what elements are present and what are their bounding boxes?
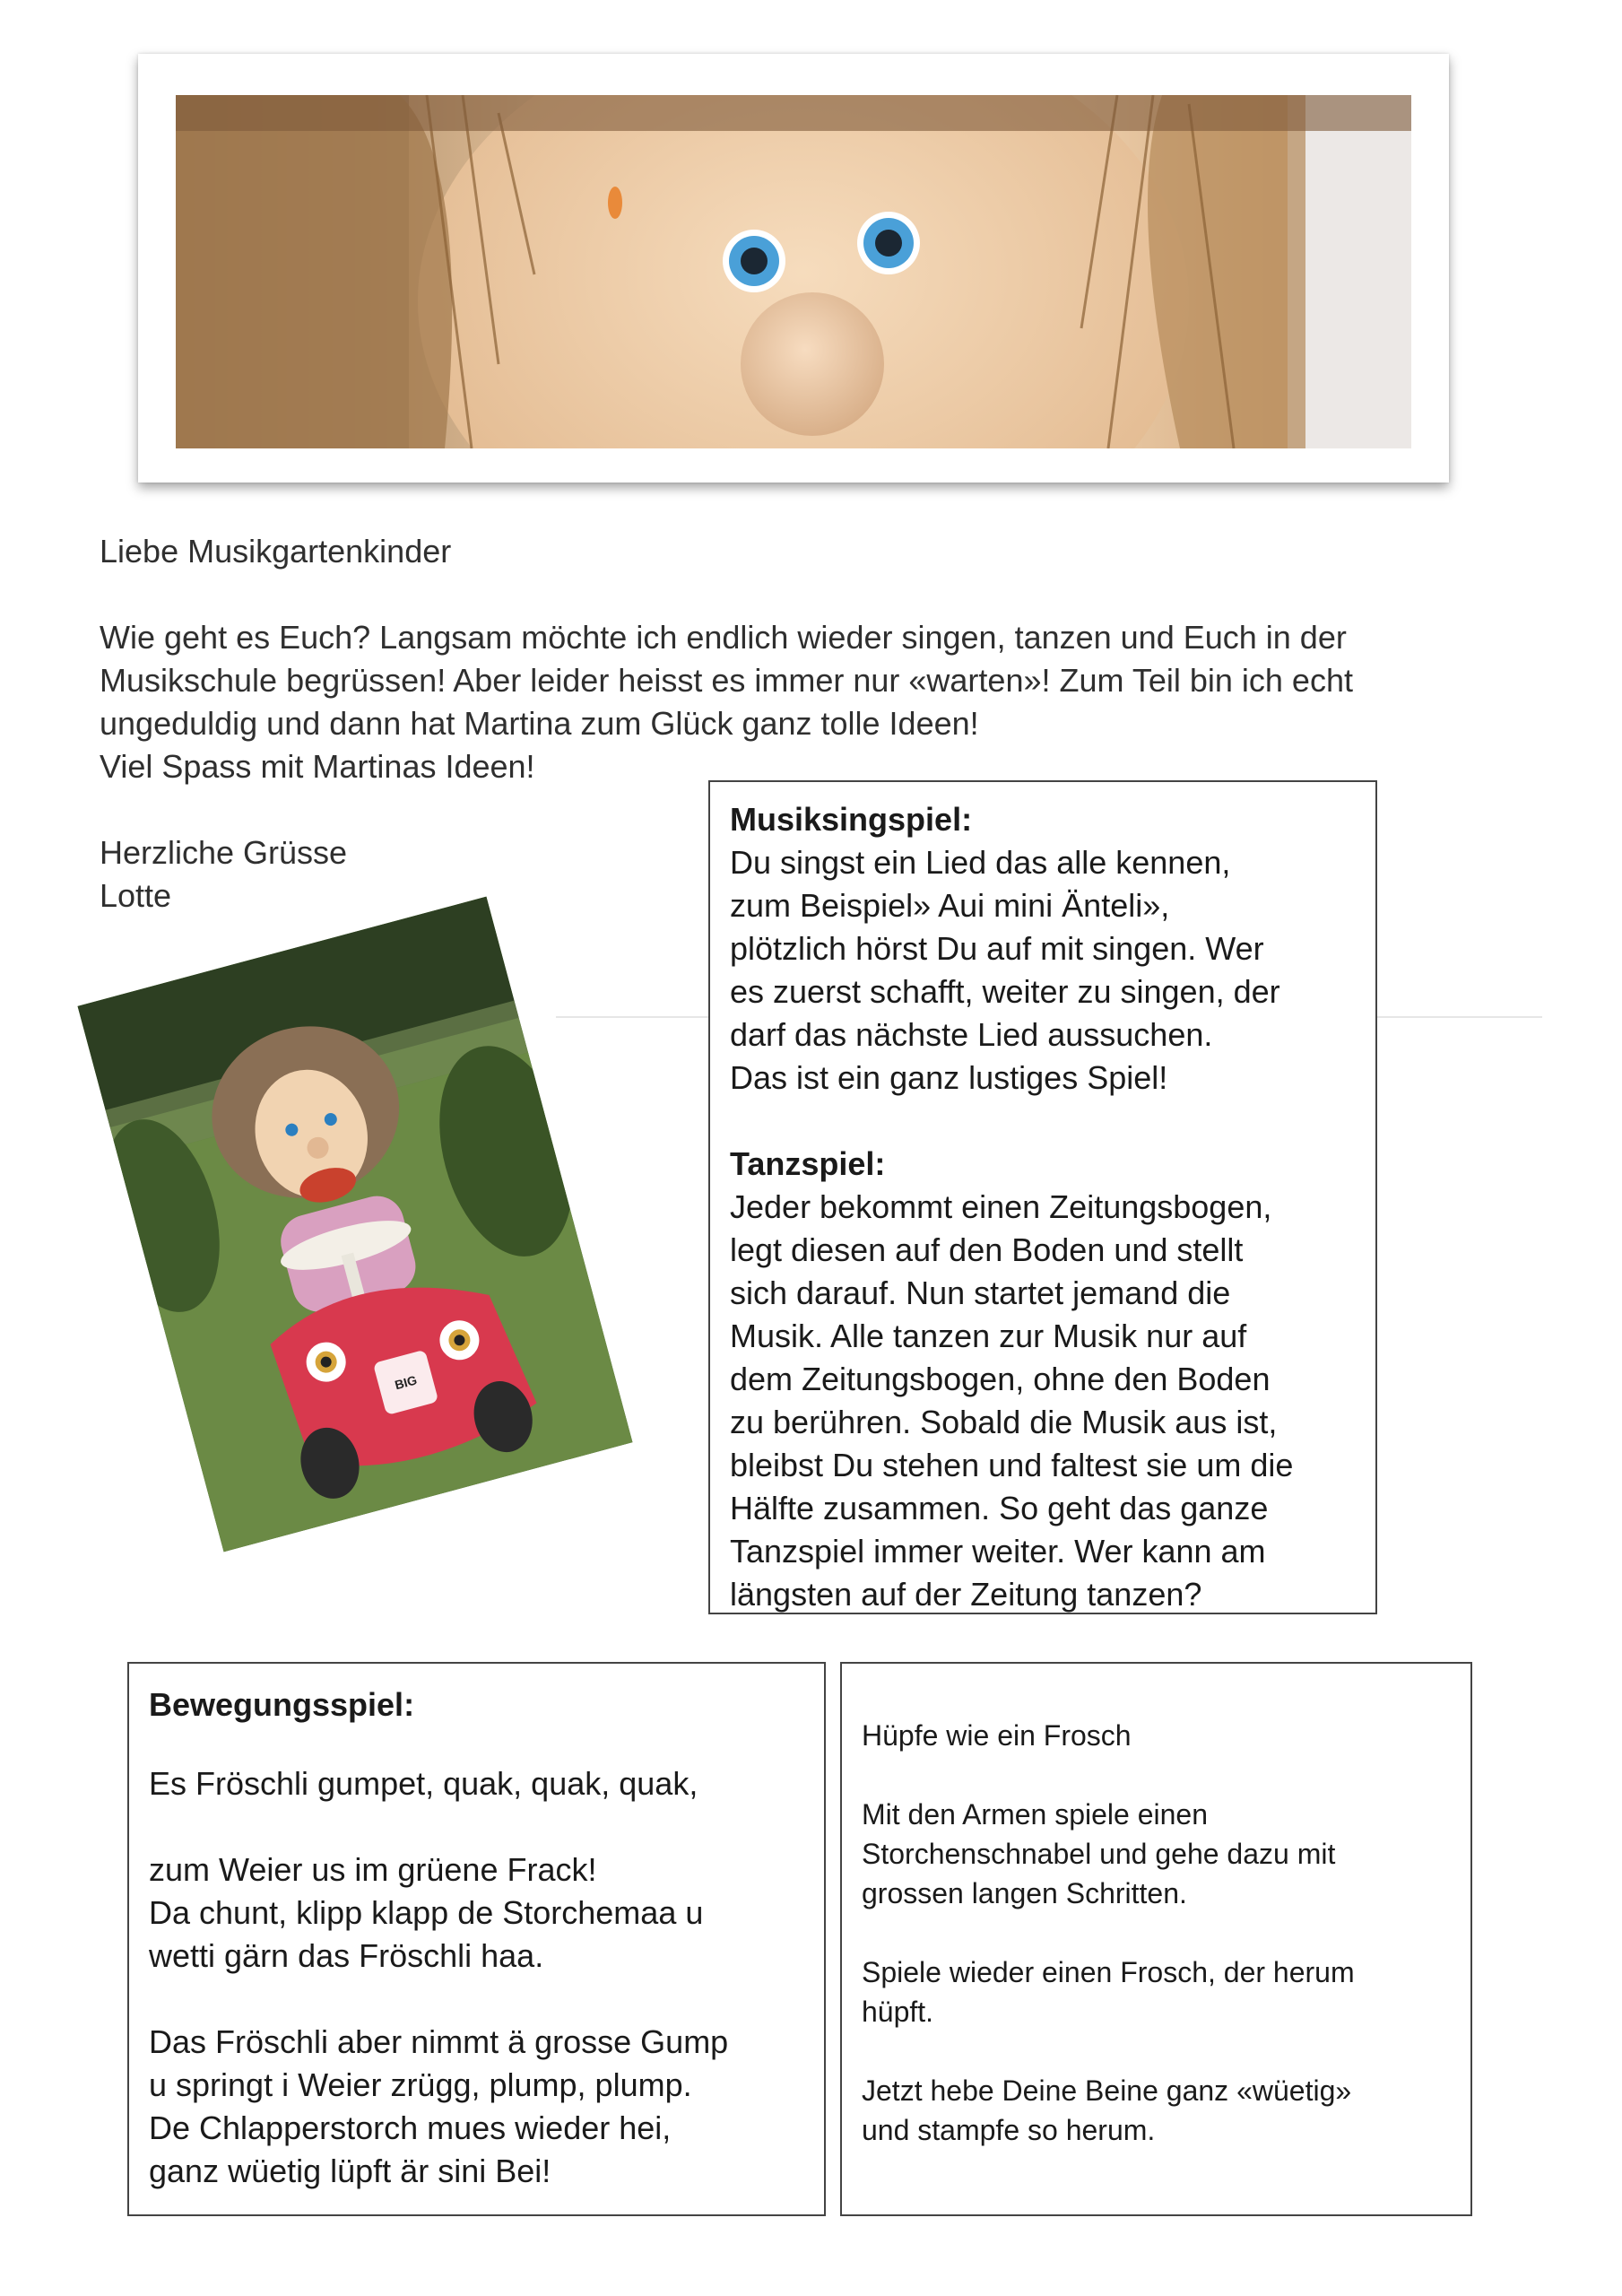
movement-instruction bbox=[862, 1795, 1451, 1913]
poem-line: Da chunt, klipp klapp de Storchemaa u bbox=[149, 1894, 704, 1931]
instruction-line: Hüpfe wie ein Frosch bbox=[862, 1719, 1132, 1752]
sing-game-title: Musiksingspiel: bbox=[730, 801, 973, 838]
greeting-text: Liebe Musikgartenkinder bbox=[100, 533, 452, 570]
sing-game-line: darf das nächste Lied aussuchen. bbox=[730, 1016, 1213, 1053]
poem-box bbox=[127, 1662, 826, 2216]
instruction-line: Jetzt hebe Deine Beine ganz «wüetig» bbox=[862, 2074, 1352, 2107]
sing-game-line: Das ist ein ganz lustiges Spiel! bbox=[730, 1059, 1168, 1096]
poem-line: u springt i Weier zrügg, plump, plump. bbox=[149, 2066, 692, 2103]
dance-game-line: dem Zeitungsbogen, ohne den Boden bbox=[730, 1361, 1271, 1397]
dance-game-title: Tanzspiel: bbox=[730, 1145, 886, 1182]
sing-game-line: Du singst ein Lied das alle kennen, bbox=[730, 844, 1231, 881]
instruction-line: Spiele wieder einen Frosch, der herum bbox=[862, 1956, 1355, 1988]
dance-game-line: längsten auf der Zeitung tanzen? bbox=[730, 1576, 1202, 1613]
instruction-line: Mit den Armen spiele einen bbox=[862, 1798, 1208, 1831]
dance-game-line: Tanzspiel immer weiter. Wer kann am bbox=[730, 1533, 1266, 1570]
poem-line: zum Weier us im grüene Frack! bbox=[149, 1851, 597, 1888]
letter-body bbox=[100, 616, 1353, 788]
games-box bbox=[708, 780, 1377, 1614]
dance-game-line: sich darauf. Nun startet jemand die bbox=[730, 1274, 1231, 1311]
movement-instruction bbox=[862, 2071, 1451, 2150]
movement-instruction bbox=[862, 1952, 1451, 2031]
letter-line: ungeduldig und dann hat Martina zum Glück ganz tolle Ideen! bbox=[100, 705, 979, 742]
banner-photo-frame bbox=[138, 54, 1449, 483]
letter-greeting bbox=[100, 530, 451, 573]
sing-game-line: es zuerst schafft, weiter zu singen, der bbox=[730, 973, 1280, 1010]
movement-instruction bbox=[862, 1716, 1451, 1755]
dance-game-line: zu berühren. Sobald die Musik aus ist, bbox=[730, 1404, 1278, 1440]
car-badge-text: BIG bbox=[393, 1372, 419, 1393]
letter-line: Wie geht es Euch? Langsam möchte ich endlich wieder singen, tanzen und Euch in der bbox=[100, 619, 1347, 656]
poem-line: De Chlapperstorch mues wieder hei, bbox=[149, 2109, 672, 2146]
letter-line: Musikschule begrüssen! Aber leider heisst es immer nur «warten»! Zum Teil bin ich echt bbox=[100, 662, 1353, 699]
instruction-line: grossen langen Schritten. bbox=[862, 1877, 1187, 1909]
sing-game-line: plötzlich hörst Du auf mit singen. Wer bbox=[730, 930, 1264, 967]
movement-instructions-box bbox=[840, 1662, 1472, 2216]
dance-game-line: bleibst Du stehen und faltest sie um die bbox=[730, 1447, 1294, 1483]
dance-game-line: legt diesen auf den Boden und stellt bbox=[730, 1231, 1244, 1268]
dance-game-line: Musik. Alle tanzen zur Musik nur auf bbox=[730, 1318, 1247, 1354]
instruction-line: Storchenschnabel und gehe dazu mit bbox=[862, 1838, 1336, 1870]
poem-line: ganz wüetig lüpft är sini Bei! bbox=[149, 2152, 551, 2189]
instruction-line: hüpft. bbox=[862, 1996, 934, 2028]
sing-game-line: zum Beispiel» Aui mini Änteli», bbox=[730, 887, 1170, 924]
poem-line: Es Fröschli gumpet, quak, quak, quak, bbox=[149, 1765, 698, 1802]
puppet-face-photo bbox=[176, 95, 1411, 448]
poem-line: wetti gärn das Fröschli haa. bbox=[149, 1937, 544, 1974]
closing-text: Herzliche Grüsse bbox=[100, 834, 348, 871]
dance-game-line: Jeder bekommt einen Zeitungsbogen, bbox=[730, 1188, 1272, 1225]
letter-closing bbox=[100, 831, 347, 918]
dance-game-line: Hälfte zusammen. So geht das ganze bbox=[730, 1490, 1269, 1526]
instruction-line: und stampfe so herum. bbox=[862, 2114, 1156, 2146]
poem-title: Bewegungsspiel: bbox=[149, 1686, 415, 1723]
letter-line: Viel Spass mit Martinas Ideen! bbox=[100, 748, 535, 785]
poem-line: Das Fröschli aber nimmt ä grosse Gump bbox=[149, 2023, 729, 2060]
puppet-car-photo bbox=[78, 897, 633, 1552]
signature-text: Lotte bbox=[100, 877, 172, 914]
